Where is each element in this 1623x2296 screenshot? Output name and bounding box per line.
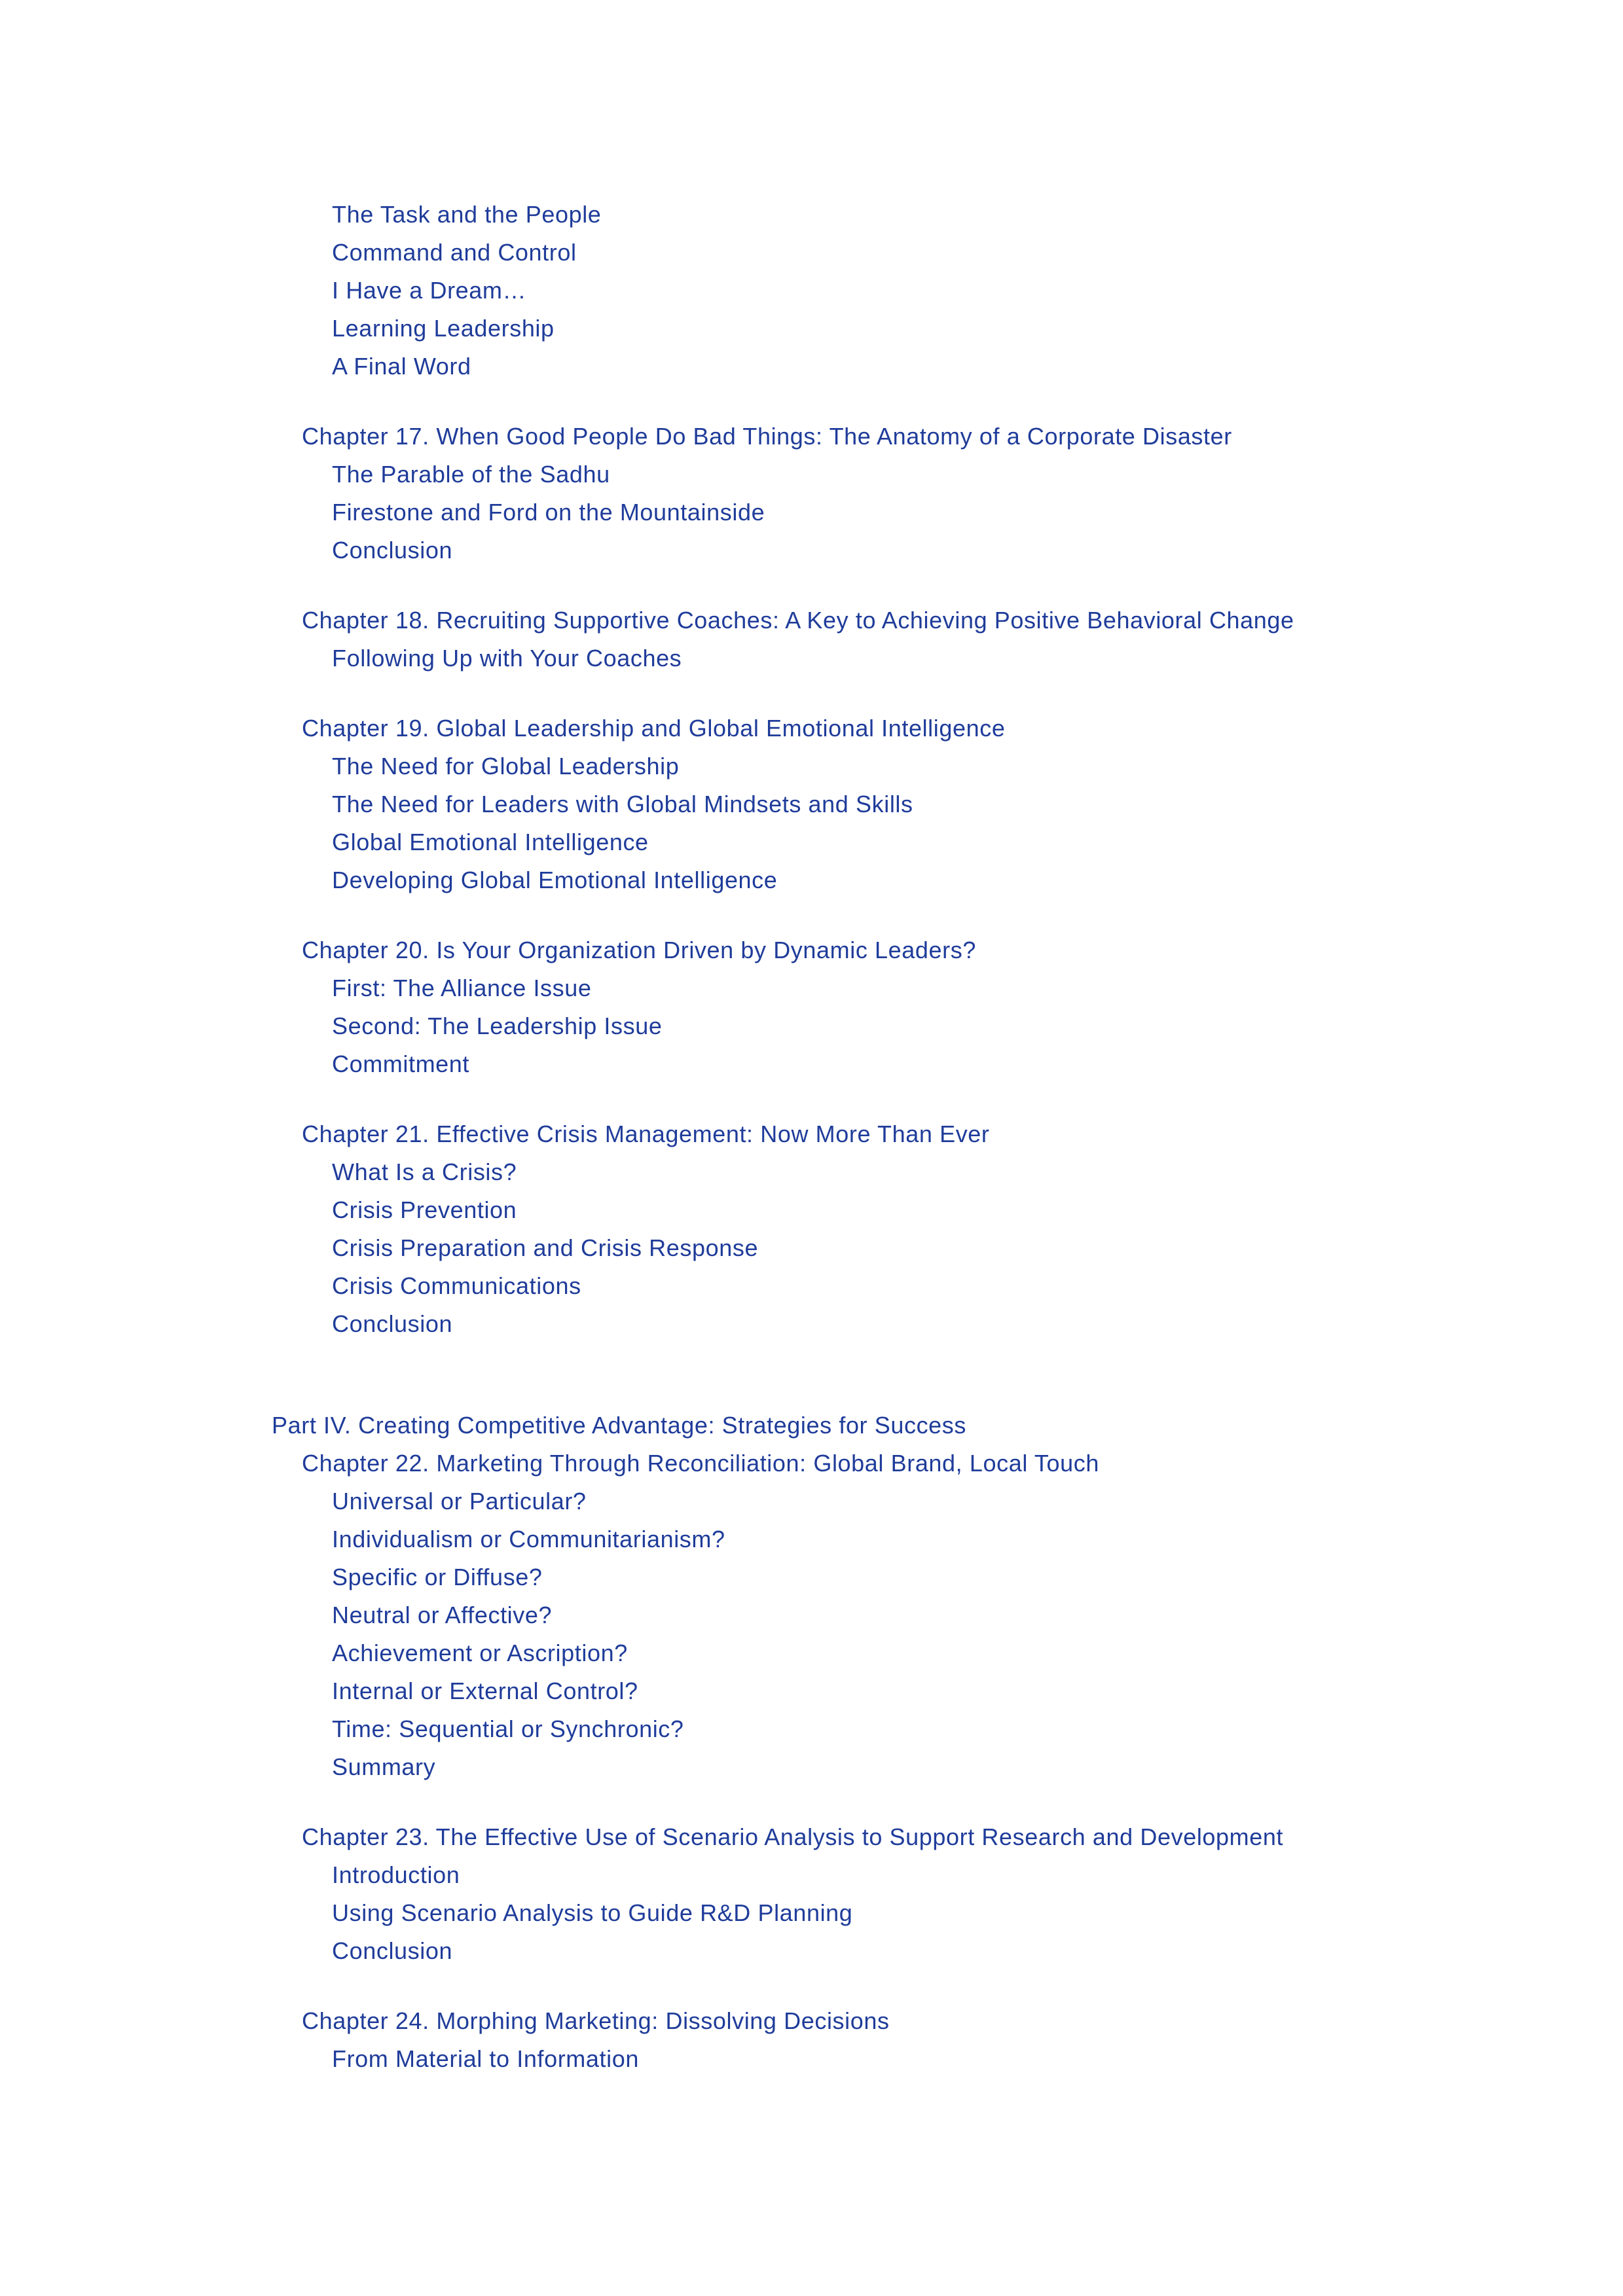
toc-chapter-link[interactable]: Chapter 24. Morphing Marketing: Dissolving Decisions — [302, 2007, 890, 2034]
toc-section-link[interactable]: Firestone and Ford on the Mountainside — [332, 499, 765, 526]
toc-chapter-link[interactable]: Chapter 21. Effective Crisis Management: Now More Than Ever — [302, 1121, 990, 1147]
toc-section-link[interactable]: I Have a Dream… — [332, 277, 527, 304]
toc-section-link[interactable]: Specific or Diffuse? — [332, 1564, 543, 1590]
toc-chapter-link[interactable]: Chapter 17. When Good People Do Bad Things: The Anatomy of a Corporate Disaster — [302, 423, 1232, 450]
toc-section-link[interactable]: Using Scenario Analysis to Guide R&D Planning — [332, 1899, 853, 1926]
toc-section-link[interactable]: The Parable of the Sadhu — [332, 461, 610, 488]
toc-part-link[interactable]: Part IV. Creating Competitive Advantage: Strategies for Success — [272, 1412, 967, 1439]
toc-section-link[interactable]: Second: The Leadership Issue — [332, 1013, 663, 1039]
toc-section-link[interactable]: Universal or Particular? — [332, 1488, 587, 1515]
toc-section-link[interactable]: Following Up with Your Coaches — [332, 645, 682, 672]
toc-section-link[interactable]: Neutral or Affective? — [332, 1602, 553, 1628]
toc-chapter-link[interactable]: Chapter 23. The Effective Use of Scenario Analysis to Support Research and Development — [302, 1823, 1284, 1850]
toc-section-link[interactable]: Internal or External Control? — [332, 1677, 638, 1704]
toc-section-link[interactable]: Introduction — [332, 1861, 460, 1888]
toc-section-link[interactable]: Learning Leadership — [332, 315, 555, 342]
toc-section-link[interactable]: Crisis Communications — [332, 1272, 581, 1299]
toc-section-link[interactable]: The Task and the People — [332, 201, 602, 228]
toc-section-link[interactable]: Conclusion — [332, 1937, 453, 1964]
toc-chapter-link[interactable]: Chapter 20. Is Your Organization Driven by Dynamic Leaders? — [302, 937, 976, 963]
toc-section-link[interactable]: Summary — [332, 1753, 436, 1780]
toc-section-link[interactable]: Crisis Prevention — [332, 1196, 517, 1223]
toc-section-link[interactable]: Conclusion — [332, 537, 453, 564]
toc-section-link[interactable]: The Need for Leaders with Global Mindsets and Skills — [332, 791, 913, 817]
toc-section-link[interactable]: From Material to Information — [332, 2045, 639, 2072]
toc-section-link[interactable]: A Final Word — [332, 353, 471, 380]
toc-section-link[interactable]: Global Emotional Intelligence — [332, 829, 649, 855]
toc-section-link[interactable]: Achievement or Ascription? — [332, 1640, 628, 1666]
toc-section-link[interactable]: First: The Alliance Issue — [332, 975, 592, 1001]
toc-section-link[interactable]: The Need for Global Leadership — [332, 753, 680, 780]
toc-chapter-link[interactable]: Chapter 18. Recruiting Supportive Coaches: A Key to Achieving Positive Behavioral Change — [302, 607, 1294, 634]
toc-section-link[interactable]: Command and Control — [332, 239, 577, 266]
toc-section-link[interactable]: Individualism or Communitarianism? — [332, 1526, 725, 1552]
toc-section-link[interactable]: Conclusion — [332, 1310, 453, 1337]
toc-chapter-link[interactable]: Chapter 19. Global Leadership and Global Emotional Intelligence — [302, 715, 1006, 742]
toc-section-link[interactable]: Crisis Preparation and Crisis Response — [332, 1234, 759, 1261]
toc-chapter-link[interactable]: Chapter 22. Marketing Through Reconciliation: Global Brand, Local Touch — [302, 1450, 1099, 1477]
toc-section-link[interactable]: What Is a Crisis? — [332, 1158, 517, 1185]
toc-section-link[interactable]: Developing Global Emotional Intelligence — [332, 867, 778, 893]
toc-section-link[interactable]: Time: Sequential or Synchronic? — [332, 1715, 684, 1742]
toc-section-link[interactable]: Commitment — [332, 1050, 470, 1077]
